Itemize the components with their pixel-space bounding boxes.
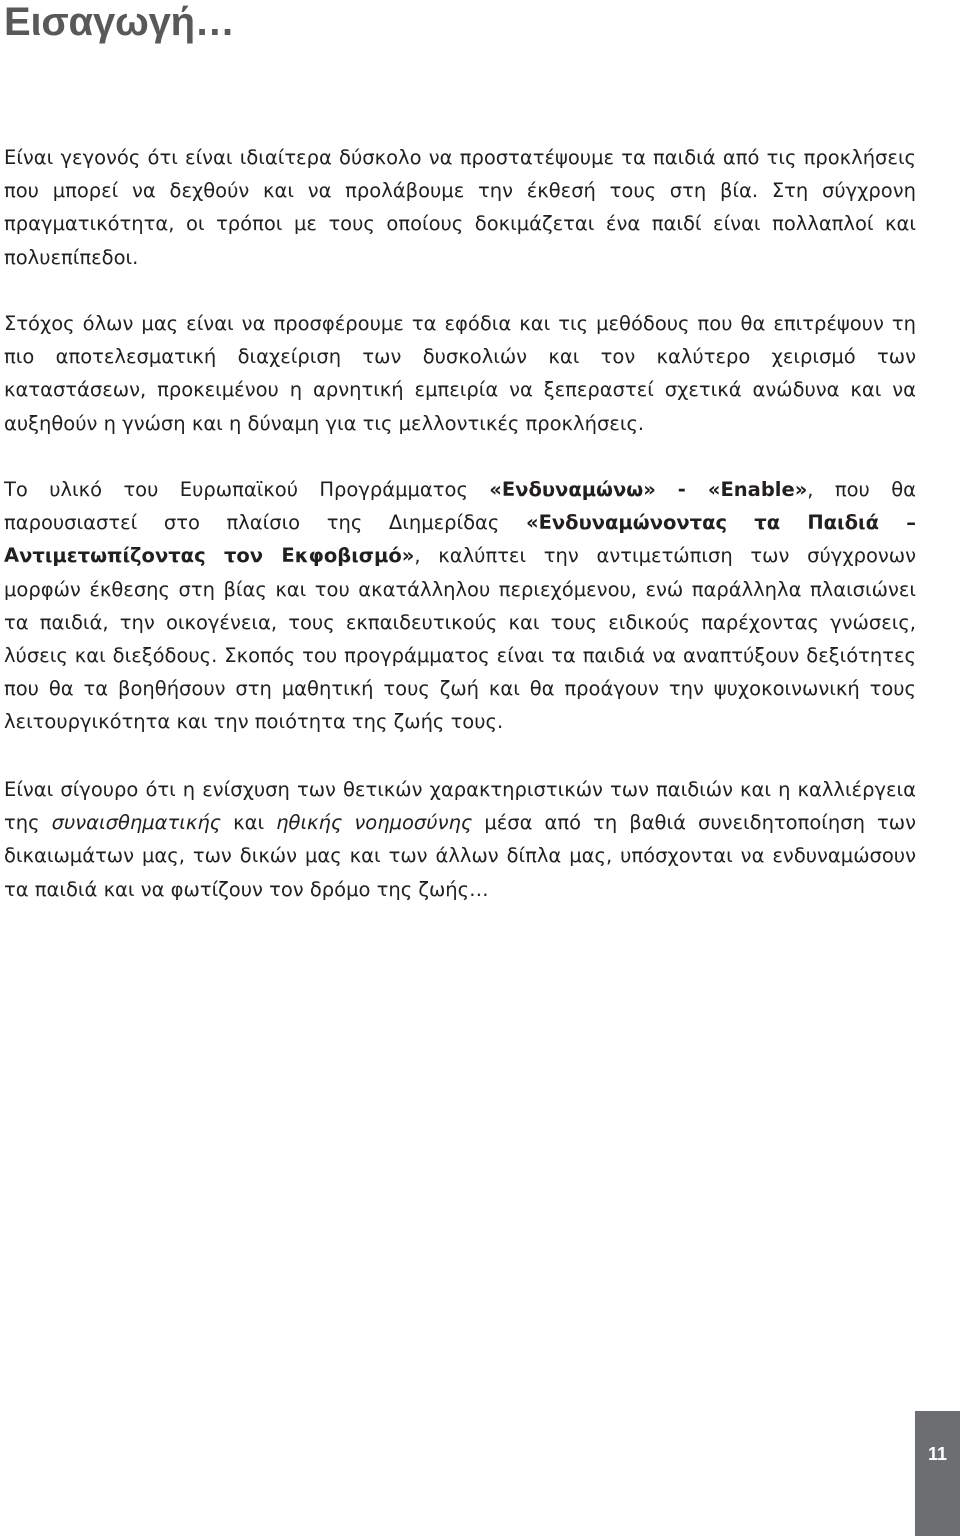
paragraph-text-segment: Είναι σίγουρο ότι η ενίσχυση των θετικών χαρακτηριστικών των παιδιών και η καλλιέργεια της (4, 778, 916, 835)
page-number-tab (915, 1411, 960, 1536)
paragraph-text: Στόχος όλων μας είναι να προσφέρουμε τα εφόδια και τις μεθόδους που θα επιτρέψουν τη πιο αποτελεσματική διαχείριση των δυσκολιών και τον καλύτερο χειρισμό των καταστάσεων, προκειμένου η αρνητική εμπειρία να ξεπεραστεί σχετικά ανώδυνα και να αυξηθούν η γνώση και η δύναμη για τις μελλοντικές προκλήσεις. (4, 312, 916, 435)
paragraph-intro (4, 141, 916, 274)
paragraph-text-segment: μέσα από τη βαθιά συνειδητοποίηση των δικαιωμάτων μας, των δικών μας και των άλλων δίπλα μας, υπόσχονται να ενδυναμώσουν τα παιδιά και να φωτίζουν τον δρόμο της ζωής… (4, 811, 916, 901)
page-title: Εισαγωγή… (4, 0, 235, 44)
conference-title-bold: «Ενδυναμώνοντας τα Παιδιά – Αντιμετωπίζοντας τον Εκφοβισμό» (4, 511, 916, 568)
emotional-intelligence-italic: συναισθηματικής (51, 811, 222, 835)
paragraph-program (4, 473, 916, 739)
paragraph-conclusion (4, 773, 916, 906)
paragraph-text-segment: και (221, 811, 277, 835)
paragraph-text: Είναι γεγονός ότι είναι ιδιαίτερα δύσκολο να προστατέψουμε τα παιδιά από τις προκλήσεις που μπορεί να δεχθούν και να προλάβουμε την έκθεσή τους στη βία. Στη σύγχρονη πραγματικότητα, οι τρόποι με τους οποίους δοκιμάζεται ένα παιδί είναι πολλαπλοί και πολυεπίπεδοι. (4, 146, 916, 269)
program-name-bold: «Ενδυναμώνω» - «Enable» (489, 478, 808, 501)
paragraph-text-segment: Το υλικό του Ευρωπαϊκού Προγράμματος (4, 478, 490, 501)
paragraph-text-segment: , που θα παρουσιαστεί στο πλαίσιο της Διημερίδας (4, 478, 916, 535)
page-number: 11 (927, 1444, 948, 1464)
paragraph-text-segment: , καλύπτει την αντιμετώπιση των σύγχρονων μορφών έκθεσης στη βίας και του ακατάλληλου περιεχόμενου, ενώ παράλληλα πλαισιώνει τα παιδιά, την οικογένεια, τους εκπαιδευτικούς και τους ειδικούς παρέχοντας γνώσεις, λύσεις και διεξόδους. Σκοπός του προγράμματος είναι τα παιδιά να αναπτύξουν δεξιότητες που θα τα βοηθήσουν στη μαθητική τους ζωή και θα προάγουν την ψυχοκοινωνική τους λειτουργικότητα και την ποιότητα της ζωής τους. (4, 544, 917, 734)
paragraph-goal (4, 307, 916, 440)
moral-intelligence-italic: ηθικής νοημοσύνης (276, 811, 473, 835)
